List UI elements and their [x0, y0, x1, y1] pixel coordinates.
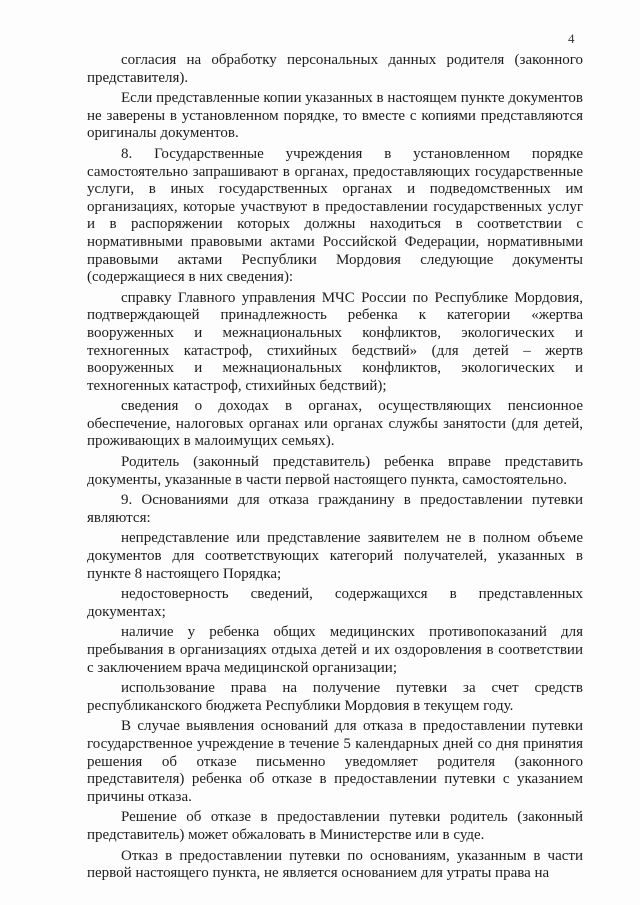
paragraph-item-8: 8. Государственные учреждения в установленном порядке самостоятельно запрашивают в органах, предоставляющих государственные услуги, в иных государственных органах и подведомственных им организациях, которые участвуют в предоставлении государственных услуг и в распоряжении которых должны находиться в соответствии с нормативными правовыми актами Российской Федерации, нормативными правовыми актами Республики Мордовия следующие документы (содержащиеся в них сведения):	[87, 145, 583, 286]
paragraph-ground-used-right: использование права на получение путевки за счет средств республиканского бюджета Республики Мордовия в текущем году.	[87, 680, 583, 714]
paragraph-item-9: 9. Основаниями для отказа гражданину в предоставлении путевки являются:	[87, 492, 583, 526]
paragraph-refusal-notice: В случае выявления оснований для отказа в предоставлении путевки государственное учреждение в течение 5 календарных дней со дня принятия решения об отказе письменно уведомляет родителя (законного представителя) ребенка об отказе в предоставлении путевки с указанием причины отказа.	[87, 718, 583, 805]
paragraph-ground-medical: наличие у ребенка общих медицинских противопоказаний для пребывания в организациях отдыха детей и их оздоровления в соответствии с заключением врача медицинской организации;	[87, 624, 583, 676]
paragraph-copies: Если представленные копии указанных в настоящем пункте документов не заверены в установленном порядке, то вместе с копиями представляются оригиналы документов.	[87, 90, 583, 142]
paragraph-consent: согласия на обработку персональных данных родителя (законного представителя).	[87, 52, 583, 86]
paragraph-ground-incomplete-docs: непредставление или представление заявителем не в полном объеме документов для соответствующих категорий получателей, указанных в пункте 8 настоящего Порядка;	[87, 530, 583, 582]
paragraph-parent-right: Родитель (законный представитель) ребенка вправе представить документы, указанные в части первой настоящего пункта, самостоятельно.	[87, 454, 583, 488]
paragraph-mchs-certificate: справку Главного управления МЧС России по Республике Мордовия, подтверждающей принадлежность ребенка к категории «жертва вооруженных и межнациональных конфликтов, экологических и техногенных катастроф, стихийных бедствий» (для детей – жертв вооруженных и межнациональных конфликтов, экологических и техногенных катастроф, стихийных бедствий);	[87, 289, 583, 394]
paragraph-refusal-not-loss: Отказ в предоставлении путевки по основаниям, указанным в части первой настоящего пункта, не является основанием для утраты права на	[87, 847, 583, 882]
paragraph-income-info: сведения о доходах в органах, осуществляющих пенсионное обеспечение, налоговых органах или органах службы занятости (для детей, проживающих в малоимущих семьях).	[87, 398, 583, 450]
page-number: 4	[568, 31, 575, 46]
document-body	[87, 52, 583, 886]
paragraph-ground-false-info: недостоверность сведений, содержащихся в представленных документах;	[87, 586, 583, 620]
paragraph-appeal: Решение об отказе в предоставлении путевки родитель (законный представитель) может обжаловать в Министерстве или в суде.	[87, 809, 583, 843]
